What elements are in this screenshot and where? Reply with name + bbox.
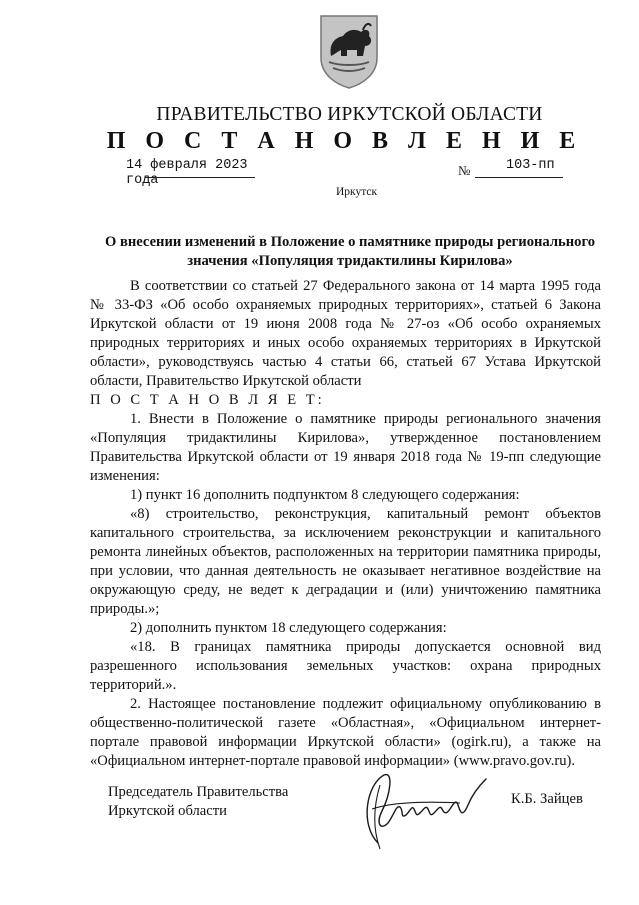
chairman-title (108, 783, 288, 821)
decree-title: О внесении изменений в Положение о памятнике природы регионального значения «Популяция тридактилины Кирилова» (104, 234, 596, 269)
irkutsk-coat-of-arms-icon (317, 12, 381, 90)
number-underline (475, 177, 563, 178)
clause-1-2: 2) дополнить пунктом 18 следующего содержания: (130, 620, 447, 636)
decree-date: 14 февраля 2023 года (126, 158, 248, 188)
government-name: ПРАВИТЕЛЬСТВО ИРКУТСКОЙ ОБЛАСТИ (156, 104, 543, 125)
clause-1-1-text: «8) строительство, реконструкция, капитальный ремонт объектов капитального строительства, за исключением реконструкции и капитального ремонта линейных объектов, расположенных на территории памятника природы, при условии, что данная деятельность не оказывает негативное воздействие на окружающую среду, не ведет к деградации и (или) уничтожению памятника природы.»; (90, 506, 601, 617)
clause-1-2-text: «18. В границах памятника природы допускается основной вид разрешенного использования земельных участков: охрана природных территорий.». (90, 639, 601, 693)
number-sign: № (458, 163, 471, 178)
signer-name: К.Б. Зайцев (511, 791, 583, 807)
city: Иркутск (336, 186, 378, 198)
preamble: В соответствии со статьей 27 Федерального закона от 14 марта 1995 года № 33-ФЗ «Об особо охраняемых природных территориях», статьей 6 Закона Иркутской области от 19 июня 2008 года № 27-оз «Об особо охраняемых природных территориях и иных особо охраняемых территориях в Иркутской области», руководствуясь частью 4 статьи 66, статьей 67 Устава Иркутской области, Правительство Иркутской области (90, 278, 601, 389)
handwritten-signature-icon (350, 765, 500, 855)
clause-2: 2. Настоящее постановление подлежит официальному опубликованию в общественно-политической газете «Областная», «Официальном интернет-портале правовой информации Иркутской области» (ogirk.ru), а также на «Официальном интернет-портале правовой информации» (www.pravo.gov.ru). (90, 696, 601, 769)
clause-1: 1. Внести в Положение о памятнике природы регионального значения «Популяция тридактилины Кирилова», утвержденное постановлением Правительства Иркутской области от 19 января 2018 года № 19-пп следующие изменения: (90, 411, 601, 484)
chairman-line-1: Председатель Правительства (108, 784, 289, 800)
decree-body (90, 277, 601, 771)
date-underline (145, 177, 255, 178)
decree-number: 103-пп (506, 158, 555, 173)
chairman-line-2: Иркутской области (108, 803, 227, 819)
clause-1-1: 1) пункт 16 дополнить подпунктом 8 следующего содержания: (130, 487, 520, 503)
resolves-heading: П О С Т А Н О В Л Я Е Т: (90, 392, 325, 408)
document-type: П О С Т А Н О В Л Е Н И Е (106, 128, 583, 154)
